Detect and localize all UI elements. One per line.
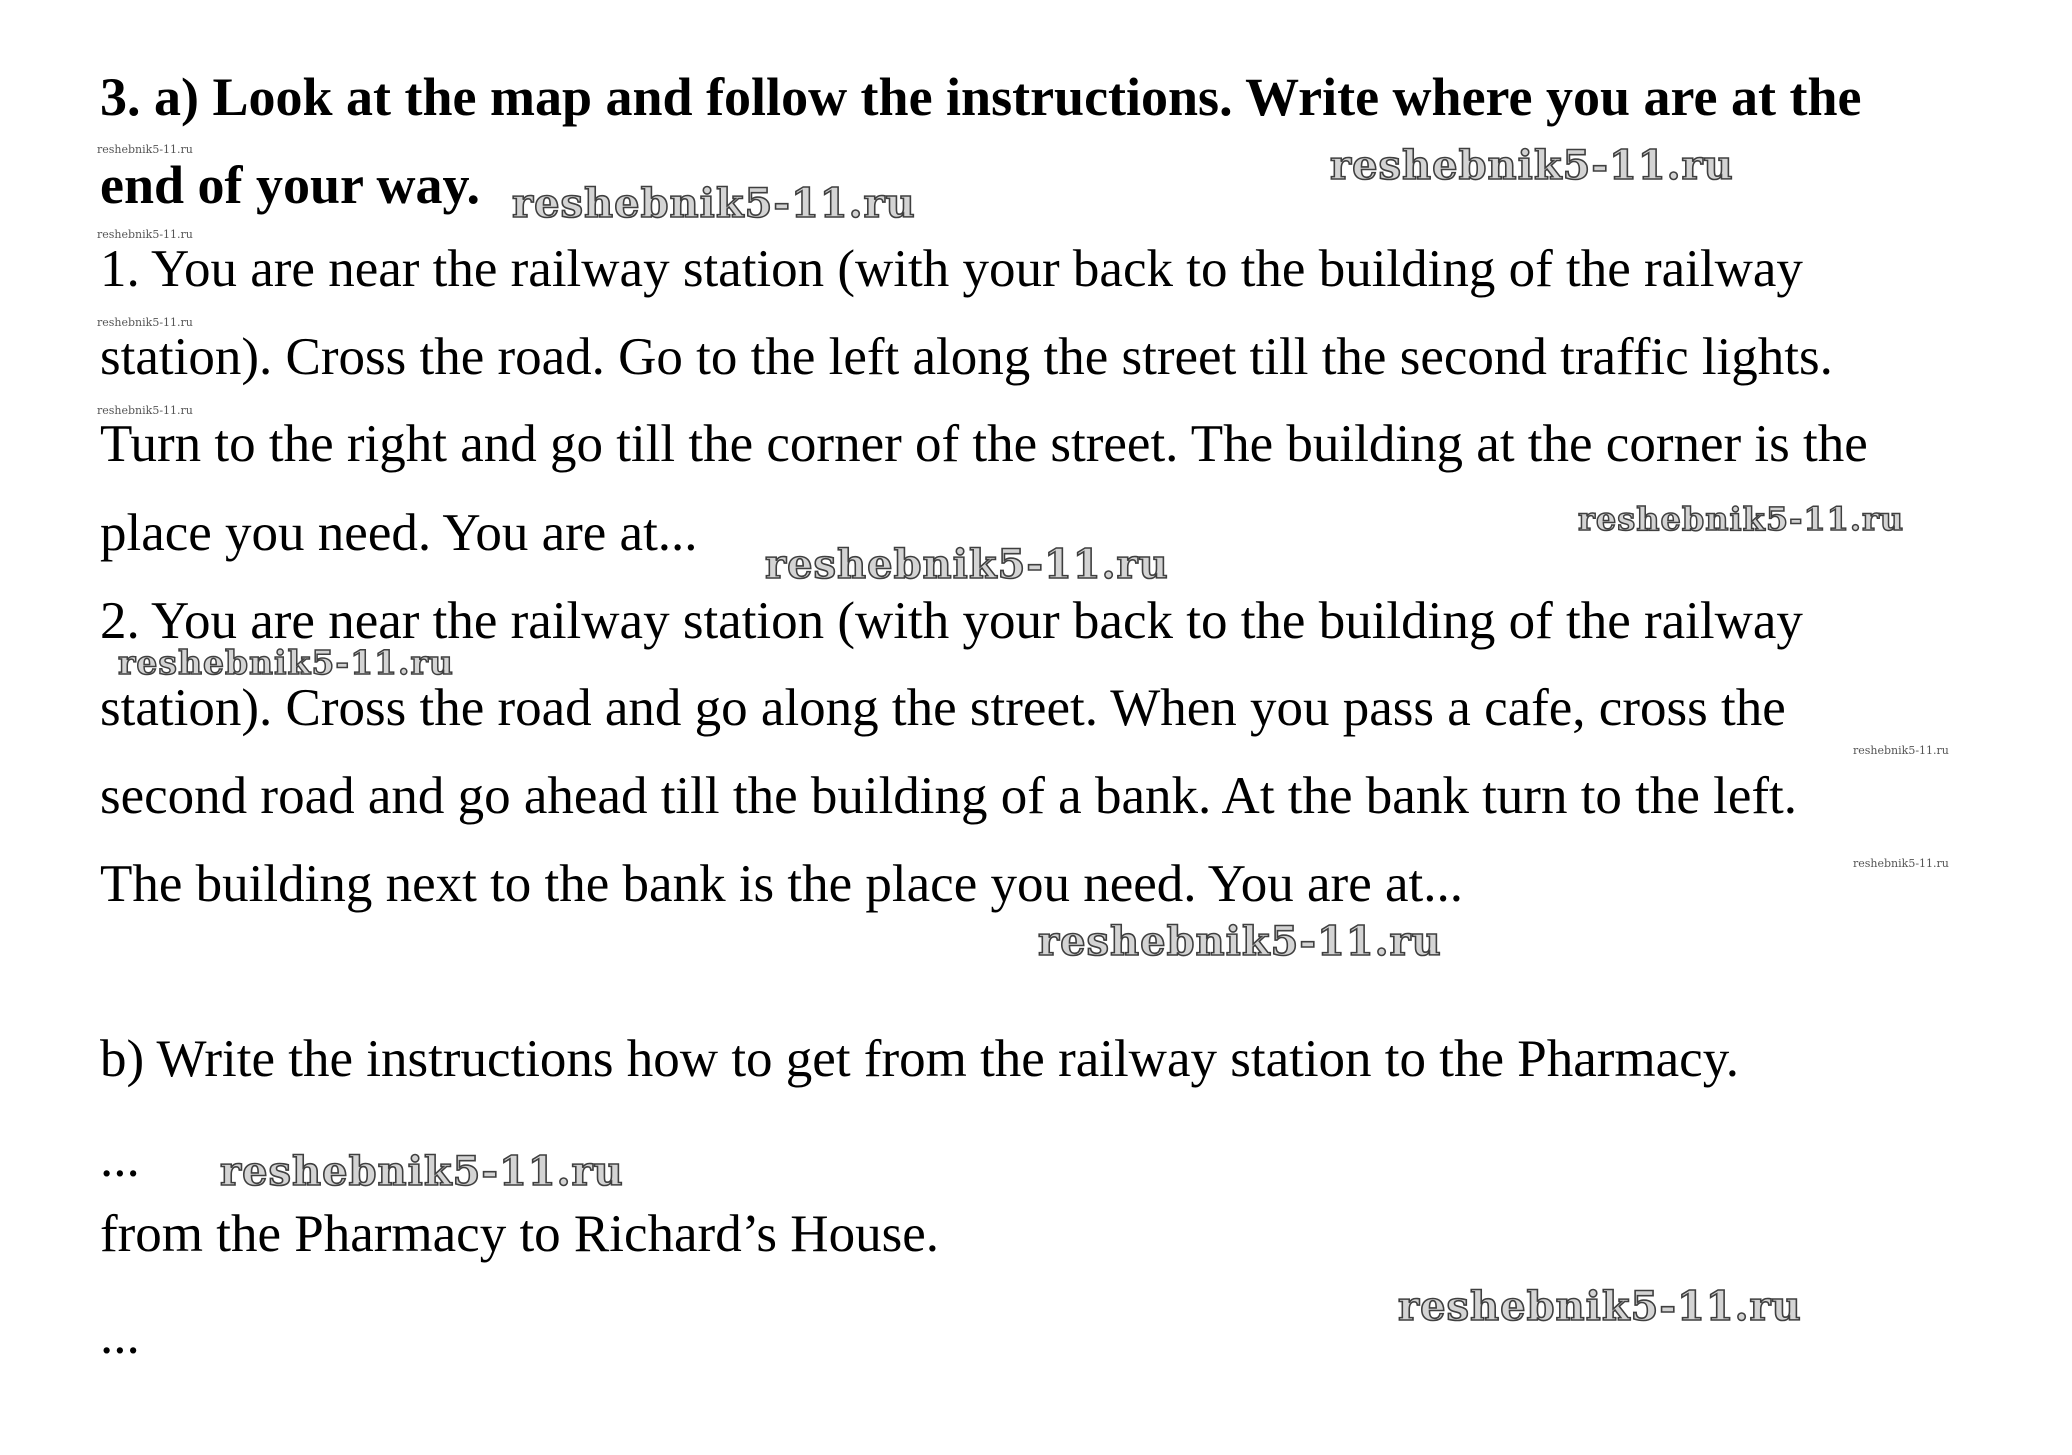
watermark-small: reshebnik5-11.ru xyxy=(1853,744,1949,757)
watermark-small: reshebnik5-11.ru xyxy=(97,316,193,329)
watermark: reshebnik5-11.ru xyxy=(1578,500,1905,538)
watermark: reshebnik5-11.ru xyxy=(220,1148,624,1195)
item2-line-3: second road and go ahead till the building of a bank. At the bank turn to the left. xyxy=(100,767,1798,825)
task-heading-line-2: end of your way. xyxy=(100,155,481,215)
item2-line-2: station). Cross the road and go along the street. When you pass a cafe, cross the xyxy=(100,679,1786,737)
watermark: reshebnik5-11.ru xyxy=(1038,918,1442,965)
item2-line-1: 2. You are near the railway station (with your back to the building of the railway xyxy=(100,592,1803,650)
answer-ellipsis-2: ... xyxy=(100,1307,140,1365)
watermark: reshebnik5-11.ru xyxy=(1398,1283,1802,1330)
answer-ellipsis-1: ... xyxy=(100,1130,140,1188)
watermark: reshebnik5-11.ru xyxy=(765,541,1169,588)
item1-line-3: Turn to the right and go till the corner of the street. The building at the corner is the xyxy=(100,415,1868,473)
watermark-small: reshebnik5-11.ru xyxy=(97,404,193,417)
watermark: reshebnik5-11.ru xyxy=(118,643,454,682)
watermark-small: reshebnik5-11.ru xyxy=(97,143,193,156)
watermark: reshebnik5-11.ru xyxy=(512,180,916,227)
watermark-small: reshebnik5-11.ru xyxy=(1853,857,1949,870)
watermark: reshebnik5-11.ru xyxy=(1330,142,1734,189)
watermark-small: reshebnik5-11.ru xyxy=(97,228,193,241)
item1-line-4: place you need. You are at... xyxy=(100,504,698,562)
item1-line-1: 1. You are near the railway station (with your back to the building of the railway xyxy=(100,240,1803,298)
task-heading-line-1: 3. a) Look at the map and follow the instructions. Write where you are at the xyxy=(100,67,1862,127)
item1-line-2: station). Cross the road. Go to the left along the street till the second traffic lights. xyxy=(100,328,1833,386)
part-b-line: b) Write the instructions how to get from the railway station to the Pharmacy. xyxy=(100,1030,1740,1088)
part-b-line-2: from the Pharmacy to Richard’s House. xyxy=(100,1205,939,1263)
item2-line-4: The building next to the bank is the place you need. You are at... xyxy=(100,855,1463,913)
